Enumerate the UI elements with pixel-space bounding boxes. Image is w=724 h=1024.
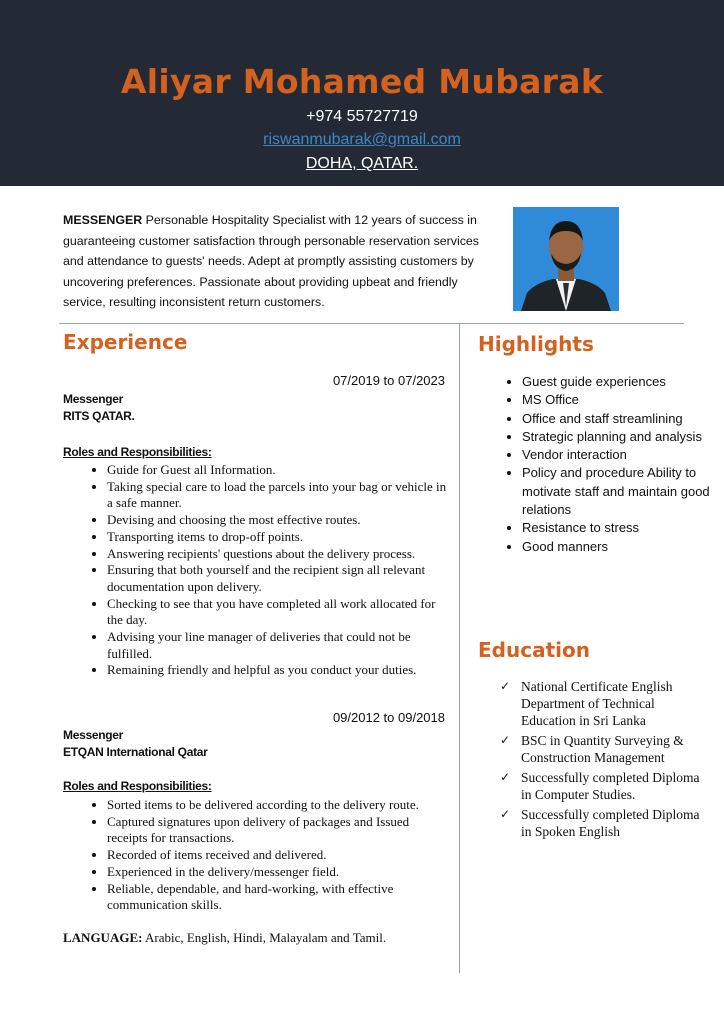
list-item: • Remaining friendly and helpful as you conduct your duties. (107, 662, 447, 679)
language-label: LANGUAGE: (63, 930, 143, 945)
list-item: • Ensuring that both yourself and the recipient sign all relevant documentation upon delivery. (107, 562, 447, 595)
list-item: • Advising your line manager of deliveries that could not be fulfilled. (107, 629, 447, 662)
list-item: • Answering recipients' questions about the delivery process. (107, 546, 447, 563)
list-item: • MS Office (522, 391, 724, 409)
summary-label: MESSENGER (63, 213, 143, 227)
job-1-dates: 07/2019 to 07/2023 (332, 373, 445, 388)
list-item: • Guide for Guest all Information. (107, 462, 447, 479)
summary-text: Personable Hospitality Specialist with 12 years of success in guaranteeing customer satisfaction through personable reservation services and attendance to guests' needs. Adept at promptly assisting customers by uncovering preferences. Passionate about providing upbeat and friendly service, resulting inconsistent return customers. (63, 213, 480, 310)
list-item: • Strategic planning and analysis (522, 428, 724, 446)
highlights-list (478, 373, 724, 556)
language-line (63, 930, 386, 946)
list-item: • Taking special care to load the parcels into your bag or vehicle in a safe manner. (107, 479, 447, 512)
list-item: ✓ Successfully completed Diploma in Spoken English (500, 807, 700, 839)
job-2-role: Messenger (63, 728, 123, 742)
job-2-dates: 09/2012 to 09/2018 (332, 710, 445, 725)
checkmark-icon: ✓ (500, 679, 511, 693)
list-item: • Transporting items to drop-off points. (107, 529, 447, 546)
list-item: • Devising and choosing the most effective routes. (107, 512, 447, 529)
highlights-heading: Highlights (478, 332, 594, 356)
job-2-task-list (63, 797, 447, 914)
experience-heading: Experience (63, 330, 188, 354)
checkmark-icon: ✓ (500, 733, 511, 747)
email-link[interactable]: riswanmubarak@gmail.com (263, 131, 461, 148)
candidate-name: Aliyar Mohamed Mubarak (120, 62, 604, 101)
list-item: • Guest guide experiences (522, 373, 724, 391)
list-item: • Policy and procedure Ability to motivate staff and maintain good relations (522, 464, 724, 519)
checkmark-icon: ✓ (500, 770, 511, 784)
profile-photo-illustration (513, 207, 619, 311)
list-item: • Captured signatures upon delivery of packages and Issued receipts for transactions. (107, 814, 447, 847)
education-list (478, 678, 708, 843)
list-item: • Recorded of items received and delivered. (107, 847, 447, 864)
list-item: ✓ Successfully completed Diploma in Computer Studies. (500, 770, 700, 802)
column-divider-vertical (459, 323, 460, 973)
job-1-roles-label: Roles and Responsibilities: (63, 445, 212, 459)
list-item: • Experienced in the delivery/messenger field. (107, 864, 447, 881)
profile-summary (63, 210, 488, 313)
list-item: ✓ National Certificate English Department of Technical Education in Sri Lanka (500, 679, 673, 728)
list-item: • Sorted items to be delivered according to the delivery route. (107, 797, 447, 814)
list-item: • Office and staff streamlining (522, 410, 724, 428)
job-1-company: RITS QATAR. (63, 409, 135, 423)
list-item: ✓ BSC in Quantity Surveying & Construction Management (500, 733, 684, 765)
job-2-company: ETQAN International Qatar (63, 745, 208, 759)
header-banner (0, 0, 724, 186)
location: DOHA, QATAR. (305, 155, 419, 172)
job-1-task-list (63, 462, 447, 679)
job-2-roles-label: Roles and Responsibilities: (63, 779, 212, 793)
job-1-role: Messenger (63, 392, 123, 406)
list-item: • Checking to see that you have completed all work allocated for the day. (107, 596, 447, 629)
section-divider-horizontal (59, 323, 684, 324)
education-heading: Education (478, 638, 590, 662)
phone-number: +974 55727719 (306, 108, 418, 125)
list-item: • Reliable, dependable, and hard-working, with effective communication skills. (107, 881, 447, 914)
list-item: • Resistance to stress (522, 519, 724, 537)
language-text: Arabic, English, Hindi, Malayalam and Tamil. (142, 930, 387, 945)
checkmark-icon: ✓ (500, 807, 511, 821)
list-item: • Vendor interaction (522, 446, 724, 464)
list-item: • Good manners (522, 538, 724, 556)
profile-photo (513, 207, 619, 311)
